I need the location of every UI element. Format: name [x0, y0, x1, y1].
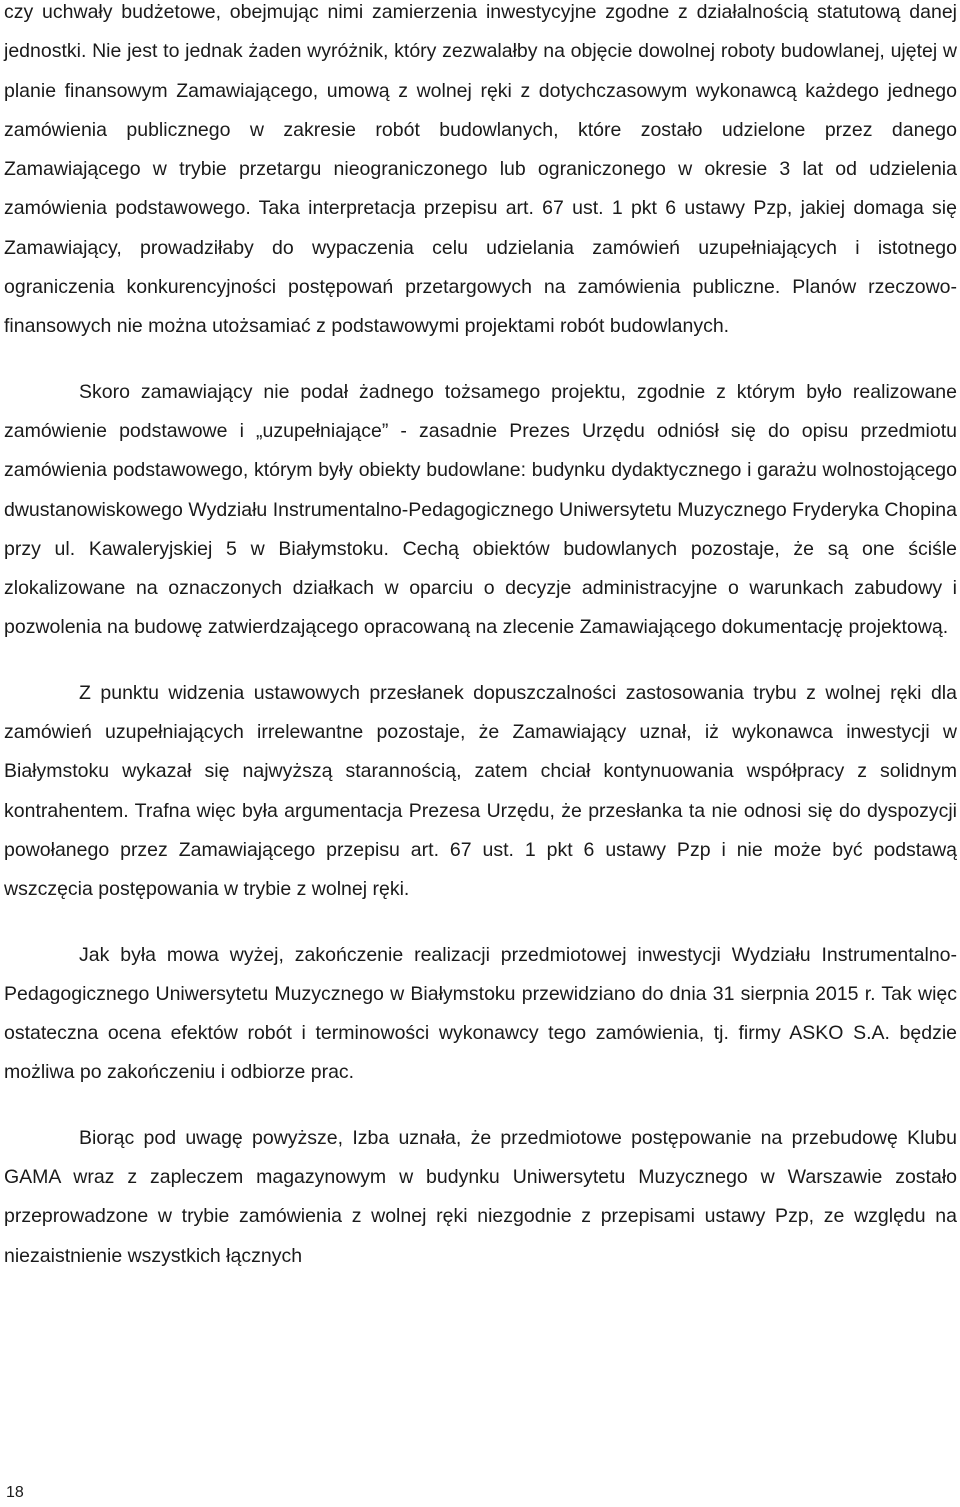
page-number: 18 — [6, 1484, 24, 1501]
paragraph: Jak była mowa wyżej, zakończenie realizacji przedmiotowej inwestycji Wydziału Instrumentalno-Pedagogicznego Uniwersytetu Muzycznego w Białymstoku przewidziano do dnia 31 sierpnia 2015 r. Tak więc ostateczna ocena efektów robót i terminowości wykonawcy tego zamówienia, tj. firmy ASKO S.A. będzie możliwa po zakończeniu i odbiorze prac. — [4, 943, 957, 1084]
paragraph-continuation: czy uchwały budżetowe, obejmując nimi zamierzenia inwestycyjne zgodne z działalnością statutową danej jednostki. Nie jest to jednak żaden wyróżnik, który zezwalałby na objęcie dowolnej roboty budowlanej, ujętej w planie finansowym Zamawiającego, umową z wolnej ręki z dotychczasowym wykonawcą każdego jednego zamówienia publicznego w zakresie robót budowlanych, które zostało udzielone przez danego Zamawiającego w trybie przetargu nieograniczonego lub ograniczonego w okresie 3 lat od udzielenia zamówienia podstawowego. Taka interpretacja przepisu art. 67 ust. 1 pkt 6 ustawy Pzp, jakiej domaga się Zamawiający, prowadziłaby do wypaczenia celu udzielania zamówień uzupełniających i istotnego ograniczenia konkurencyjności postępowań przetargowych na zamówienia publiczne. Planów rzeczowo-finansowych nie można utożsamiać z podstawowymi projektami robót budowlanych. — [4, 1, 957, 338]
paragraph: Biorąc pod uwagę powyższe, Izba uznała, że przedmiotowe postępowanie na przebudowę Klubu GAMA wraz z zapleczem magazynowym w budynku Uniwersytetu Muzycznego w Warszawie zostało przeprowadzone w trybie zamówienia z wolnej ręki niezgodnie z przepisami ustawy Pzp, ze względu na niezaistnienie wszystkich łącznych — [4, 1126, 957, 1267]
paragraph: Z punktu widzenia ustawowych przesłanek dopuszczalności zastosowania trybu z wolnej ręki dla zamówień uzupełniających irrelewantne pozostaje, że Zamawiający uznał, iż wykonawca inwestycji w Białymstoku wykazał się najwyższą starannością, zatem chciał kontynuowania współpracy z solidnym kontrahentem. Trafna więc była argumentacja Prezesa Urzędu, że przesłanka ta nie odnosi się do dyspozycji powołanego przez Zamawiającego przepisu art. 67 ust. 1 pkt 6 ustawy Pzp i nie może być podstawą wszczęcia postępowania w trybie z wolnej ręki. — [4, 681, 957, 901]
paragraph: Skoro zamawiający nie podał żadnego tożsamego projektu, zgodnie z którym było realizowane zamówienie podstawowe i „uzupełniające” - zasadnie Prezes Urzędu odniósł się do opisu przedmiotu zamówienia podstawowego, którym były obiekty budowlane: budynku dydaktycznego i garażu wolnostojącego dwustanowiskowego Wydziału Instrumentalno-Pedagogicznego Uniwersytetu Muzycznego Fryderyka Chopina przy ul. Kawaleryjskiej 5 w Białymstoku. Cechą obiektów budowlanych pozostaje, że są one ściśle zlokalizowane na oznaczonych działkach w oparciu o decyzje administracyjne o warunkach zabudowy i pozwolenia na budowę zatwierdzającego opracowaną na zlecenie Zamawiającego dokumentację projektową. — [4, 380, 957, 639]
document-page — [4, 0, 957, 1276]
